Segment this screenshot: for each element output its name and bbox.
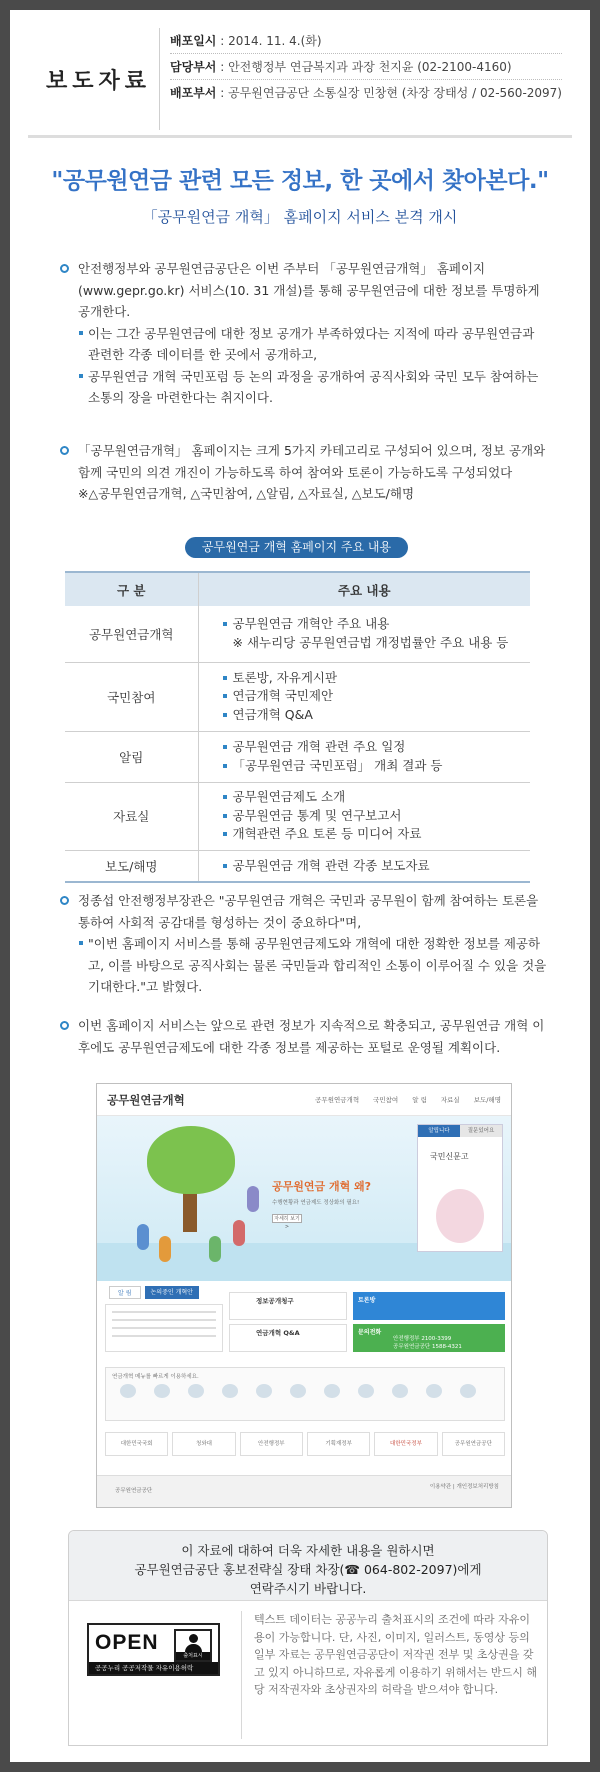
- headline: "공무원연금 관련 모든 정보, 한 곳에서 찾아본다.": [51, 168, 549, 194]
- person-illustration: [247, 1186, 259, 1212]
- shot-nav-item: 보도/해명: [473, 1096, 501, 1104]
- quick-menu-icon: [392, 1384, 408, 1398]
- table-item: 공무원연금 개혁 관련 각종 보도자료: [199, 857, 531, 876]
- section-1-main: 안전행정부와 공무원연금공단은 이번 주부터 「공무원연금개혁」 홈페이지(www.gepr.go.kr) 서비스(10. 31 개설)를 통해 공무원연금에 대한 정보를 투명하게 공개한다.: [60, 258, 550, 323]
- quick-menu-icon: [188, 1384, 204, 1398]
- table-category: 공무원연금개혁: [65, 606, 198, 662]
- table-category: 국민참여: [65, 662, 198, 731]
- shot-topbar: [97, 1084, 511, 1116]
- meta-date: 배포일시 : 2014. 11. 4.(화): [170, 28, 562, 54]
- press-title-box: [38, 28, 160, 130]
- quick-menu: 연금개혁 메뉴를 빠르게 이용하세요.: [105, 1367, 505, 1421]
- section-1: [60, 258, 550, 409]
- press-meta: [160, 28, 562, 130]
- attribution-person-icon: 출처표시: [174, 1629, 212, 1662]
- partner-banners: [105, 1432, 505, 1456]
- square-bullet-icon: [223, 795, 227, 799]
- table-item: 연금개혁 국민제안: [199, 687, 531, 706]
- square-bullet-icon: [223, 832, 227, 836]
- shot-nav-item: 자료실: [440, 1096, 460, 1104]
- footer-links: 이용약관 | 개인정보처리방침: [429, 1484, 499, 1490]
- quick-menu-icon: [222, 1384, 238, 1398]
- shot-nav-item: 알 림: [412, 1096, 427, 1104]
- quick-menu-icon: [120, 1384, 136, 1398]
- partner-banner: 안전행정부: [240, 1432, 303, 1456]
- shot-nav-item: 국민참여: [373, 1096, 399, 1104]
- section-2: [60, 440, 550, 505]
- shot-logo: 공무원연금개혁: [107, 1092, 185, 1107]
- square-bullet-icon: [223, 694, 227, 698]
- table-item: 공무원연금 통계 및 연구보고서: [199, 807, 531, 826]
- content-table: [65, 571, 530, 883]
- table-item: 토론방, 자유게시판: [199, 669, 531, 688]
- meta-department: 담당부서 : 안전행정부 연금복지과 과장 천지윤 (02-2100-4160): [170, 54, 562, 80]
- quick-menu-icon: [426, 1384, 442, 1398]
- notice-tab: 논의중인 개혁안: [145, 1286, 199, 1299]
- ring-bullet-icon: [60, 264, 69, 273]
- square-bullet-icon: [223, 814, 227, 818]
- table-row: [65, 782, 530, 850]
- table-header: 주요 내용: [198, 572, 530, 606]
- ring-bullet-icon: [60, 446, 69, 455]
- info-request-box: 정보공개청구: [229, 1292, 347, 1320]
- partner-banner: 기획재정부: [307, 1432, 370, 1456]
- tree-trunk: [183, 1188, 197, 1232]
- notice-list: [105, 1304, 223, 1352]
- quick-menu-icon: [256, 1384, 272, 1398]
- side-tab: 알립니다: [418, 1125, 460, 1137]
- quick-menu-icon: [358, 1384, 374, 1398]
- table-category: 알림: [65, 731, 198, 782]
- section-2-note: ※△공무원연금개혁, △국민참여, △알림, △자료실, △보도/해명: [78, 486, 415, 501]
- quick-menu-icon: [324, 1384, 340, 1398]
- table-item: 공무원연금제도 소개: [199, 788, 531, 807]
- table-row: [65, 850, 530, 882]
- table-header-row: [65, 572, 530, 606]
- shot-hero: [97, 1116, 511, 1281]
- open-logo-word: OPEN: [95, 1631, 159, 1654]
- qa-box: 연금개혁 Q&A: [229, 1324, 347, 1352]
- table-note: ※ 새누리당 공무원연금법 개정법률안 주요 내용 등: [232, 634, 509, 650]
- section-2-main: 「공무원연금개혁」 홈페이지는 크게 5가지 카테고리로 구성되어 있으며, 정보 공개와 함께 국민의 의견 개진이 가능하도록 하여 참여와 토론이 가능하도록 구성되었다: [60, 440, 550, 483]
- tree-illustration: [147, 1126, 235, 1194]
- square-bullet-icon: [223, 676, 227, 680]
- hero-more-button: 자세히 보기 >: [272, 1214, 302, 1223]
- divider: [28, 135, 572, 138]
- subheadline: 「공무원연금 개혁」 홈페이지 서비스 본격 개시: [142, 208, 458, 226]
- section-1-sub: 이는 그간 공무원연금에 대한 정보 공개가 부족하였다는 지적에 따라 공무원연금과 관련한 각종 데이터를 한 곳에서 공개하고,: [60, 323, 550, 366]
- license-text: 텍스트 데이터는 공공누리 출처표시의 조건에 따라 자유이용이 가능합니다. 단, 사진, 이미지, 일러스트, 동영상 등의 일부 자료는 공무원연금공단이 저작권 전부 및 초상권을 갖고 있지 아니하므로, 자유롭게 이용하기 위해서는 반드시 해당 저작권자와 초상권자의 허락을 받으셔야 합니다.: [241, 1611, 537, 1739]
- section-1-sub: 공무원연금 개혁 국민포럼 등 논의 과정을 공개하여 공직사회와 국민 모두 참여하는 소통의 장을 마련한다는 취지이다.: [60, 366, 550, 409]
- contact-panel: 문의전화 안전행정부 2100-3399 공무원연금공단 1588-4321: [353, 1324, 505, 1352]
- homepage-screenshot: [96, 1083, 512, 1508]
- table-item: 공무원연금 개혁안 주요 내용: [199, 615, 531, 634]
- partner-banner: 대한민국국회: [105, 1432, 168, 1456]
- partner-banner: 공무원연금공단: [442, 1432, 505, 1456]
- table-item: 개혁관련 주요 토론 등 미디어 자료: [199, 825, 531, 844]
- section-3: [60, 890, 550, 998]
- square-bullet-icon: [223, 764, 227, 768]
- press-header: [38, 28, 562, 130]
- table-item: 「공무원연금 국민포럼」 개최 결과 등: [199, 757, 531, 776]
- table-category: 보도/해명: [65, 850, 198, 882]
- square-bullet-icon: [223, 622, 227, 626]
- section-3-main: 정종섭 안전행정부장관은 "공무원연금 개혁은 국민과 공무원이 함께 참여하는 토론을 통하여 사회적 공감대를 형성하는 것이 중요하다"며,: [60, 890, 550, 933]
- meta-distributor: 배포부서 : 공무원연금공단 소통실장 민창현 (차장 장태성 / 02-560-2097): [170, 86, 562, 100]
- table-caption: 공무원연금 개혁 홈페이지 주요 내용: [185, 537, 408, 558]
- side-brand: 국민신문고: [430, 1152, 469, 1161]
- shot-nav-item: 공무원연금개혁: [315, 1096, 360, 1104]
- shot-footer: [97, 1475, 511, 1507]
- quick-menu-icon: [460, 1384, 476, 1398]
- contact-message: 이 자료에 대하여 더욱 자세한 내용을 원하시면 공무원연금공단 홍보전략실 장태 차장(☎ 064-802-2097)에게 연락주시기 바랍니다.: [69, 1531, 547, 1601]
- person-illustration: [233, 1220, 245, 1246]
- partner-banner: 대한민국정부: [374, 1432, 437, 1456]
- square-bullet-icon: [223, 745, 227, 749]
- partner-banner: 청와대: [172, 1432, 235, 1456]
- section-3-sub: "이번 홈페이지 서비스를 통해 공무원연금제도와 개혁에 대한 정확한 정보를 제공하고, 이를 바탕으로 공직사회는 물론 국민들과 합리적인 소통이 이루어질 수 있을 것을 기대한다."고 밝혔다.: [60, 933, 550, 998]
- shot-side-panel: [417, 1124, 503, 1252]
- square-bullet-icon: [223, 864, 227, 868]
- table-row: [65, 662, 530, 731]
- footer-logo: 공무원연금공단: [115, 1488, 153, 1494]
- table-item: 공무원연금 개혁 관련 주요 일정: [199, 738, 531, 757]
- side-tab: 질문있어요: [460, 1125, 502, 1137]
- shot-nav: [315, 1095, 501, 1104]
- ring-bullet-icon: [60, 1021, 69, 1030]
- square-bullet-icon: [223, 713, 227, 717]
- quick-menu-icon: [290, 1384, 306, 1398]
- hero-subtitle: 수행현황과 연금제도 정상화의 필요!: [272, 1200, 360, 1206]
- table-category: 자료실: [65, 782, 198, 850]
- kogl-open-logo: [87, 1623, 220, 1676]
- square-bullet-icon: [79, 941, 83, 945]
- notice-tab: 알 림: [109, 1286, 141, 1299]
- contact-box: [68, 1530, 548, 1746]
- ring-bullet-icon: [60, 896, 69, 905]
- open-logo-caption: 공공누리 공공저작물 자유이용허락: [89, 1662, 218, 1674]
- hero-title: 공무원연금 개혁 왜?: [272, 1180, 372, 1193]
- square-bullet-icon: [79, 331, 83, 335]
- table-header: 구 분: [65, 572, 198, 606]
- person-illustration: [209, 1236, 221, 1262]
- side-illustration: [436, 1189, 484, 1243]
- person-illustration: [137, 1224, 149, 1250]
- press-title: 보도자료: [46, 68, 152, 94]
- discussion-panel: 토론방: [353, 1292, 505, 1320]
- square-bullet-icon: [79, 374, 83, 378]
- table-item: 연금개혁 Q&A: [199, 706, 531, 725]
- press-release-page: [10, 10, 590, 1762]
- table-row: [65, 606, 530, 662]
- section-4: [60, 1015, 550, 1058]
- person-illustration: [159, 1236, 171, 1262]
- quick-menu-icon: [154, 1384, 170, 1398]
- table-row: [65, 731, 530, 782]
- section-4-main: 이번 홈페이지 서비스는 앞으로 관련 정보가 지속적으로 확충되고, 공무원연금 개혁 이후에도 공무원연금제도에 대한 각종 정보를 제공하는 포털로 운영될 계획이다.: [60, 1015, 550, 1058]
